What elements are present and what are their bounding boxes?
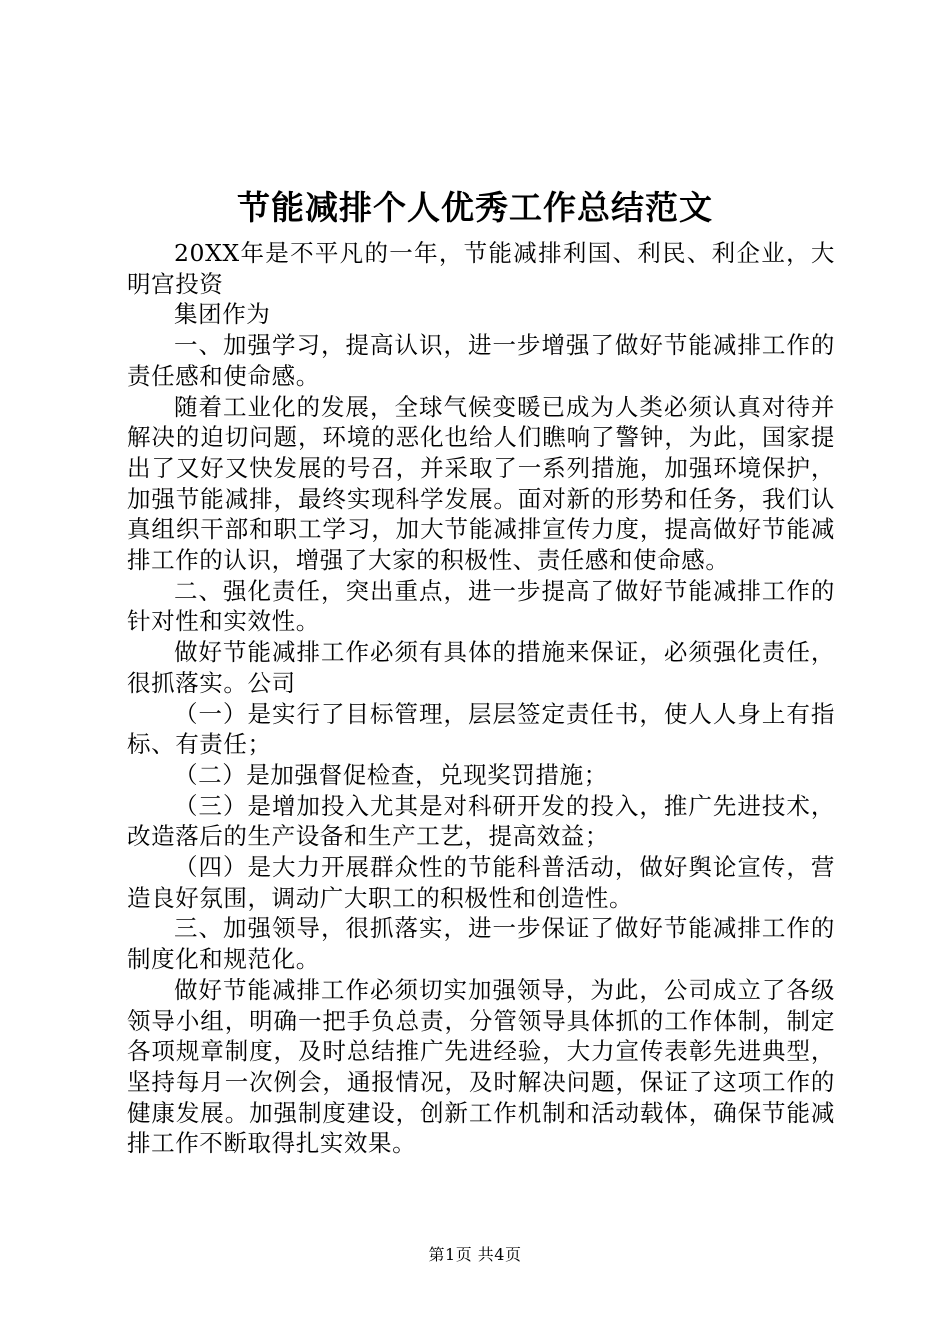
paragraph: 随着工业化的发展，全球气候变暖已成为人类必须认真对待并解决的迫切问题，环境的恶化也给人们瞧响了警钟，为此，国家提出了又好又快发展的号召，并采取了一系列措施，加强环境保护，加强节能减排，最终实现科学发展。面对新的形势和任务，我们认真组织干部和职工学习，加大节能减排宣传力度，提高做好节能减排工作的认识，增强了大家的积极性、责任感和使命感。 bbox=[127, 392, 835, 575]
paragraph: （一）是实行了目标管理，层层签定责任书，使人人身上有指标、有责任； bbox=[127, 699, 835, 759]
page-number: 第1页 共4页 bbox=[428, 1245, 522, 1264]
paragraph: （四）是大力开展群众性的节能科普活动，做好舆论宣传，营造良好氛围，调动广大职工的积极性和创造性。 bbox=[127, 853, 835, 912]
paragraph: 做好节能减排工作必须有具体的措施来保证，必须强化责任，很抓落实。公司 bbox=[127, 638, 835, 697]
document-body bbox=[127, 238, 835, 1159]
paragraph: 集团作为 bbox=[174, 300, 271, 329]
paragraph: 做好节能减排工作必须切实加强领导，为此，公司成立了各级领导小组，明确一把手负总责，分管领导具体抓的工作体制，制定各项规章制度，及时总结推广先进经验，大力宣传表彰先进典型，坚持每月一次例会，通报情况，及时解决问题，保证了这项工作的健康发展。加强制度建设，创新工作机制和活动载体，确保节能减排工作不断取得扎实效果。 bbox=[127, 975, 835, 1158]
document-title: 节能减排个人优秀工作总结范文 bbox=[237, 188, 713, 227]
paragraph: 20XX年是不平凡的一年，节能减排利国、利民、利企业，大明宫投资 bbox=[127, 239, 835, 298]
paragraph: 二、强化责任，突出重点，进一步提高了做好节能减排工作的针对性和实效性。 bbox=[127, 576, 835, 636]
paragraph: 一、加强学习，提高认识，进一步增强了做好节能减排工作的责任感和使命感。 bbox=[127, 331, 835, 390]
paragraph: 三、加强领导，很抓落实，进一步保证了做好节能减排工作的制度化和规范化。 bbox=[127, 914, 835, 974]
paragraph: （三）是增加投入尤其是对科研开发的投入，推广先进技术，改造落后的生产设备和生产工艺，提高效益； bbox=[127, 791, 835, 851]
paragraph: （二）是加强督促检查，兑现奖罚措施； bbox=[174, 760, 608, 789]
